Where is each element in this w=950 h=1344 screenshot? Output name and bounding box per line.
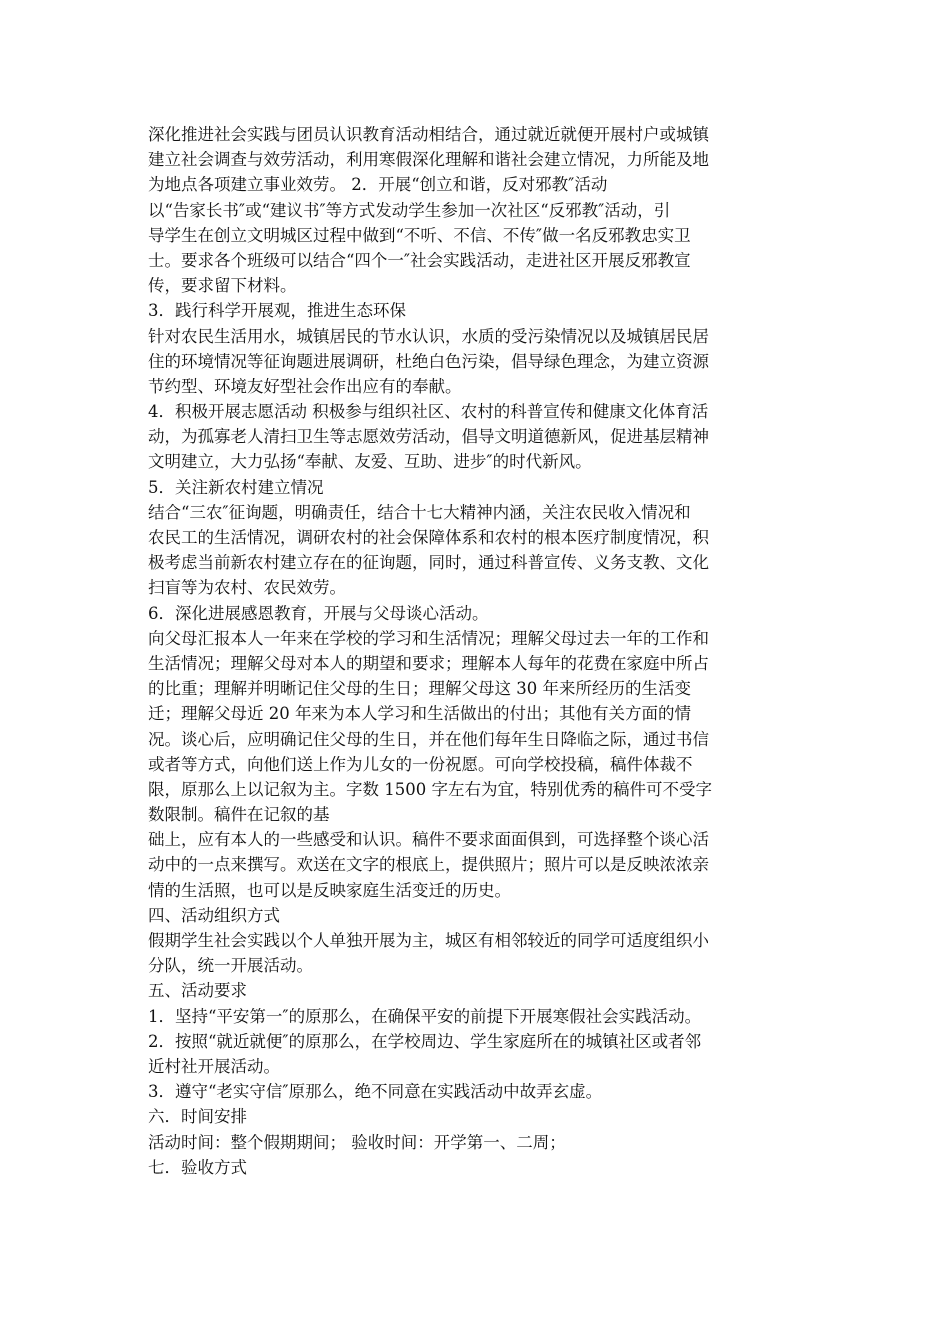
text-line: 极考虑当前新农村建立存在的征询题，同时，通过科普宣传、义务支教、文化: [148, 553, 709, 573]
text-line: 假期学生社会实践以个人单独开展为主，城区有相邻较近的同学可适度组织小: [148, 931, 709, 950]
text-line: 深化推进社会实践与团员认识教育活动相结合，通过就近就便开展村户或城镇: [148, 125, 709, 144]
document-body: [148, 122, 808, 1180]
text-line: 针对农民生活用水，城镇居民的节水认识，水质的受污染情况以及城镇居民居: [148, 326, 709, 346]
text-line: 3．遵守“老实守信″原那么，绝不同意在实践活动中故弄玄虚。: [148, 1082, 603, 1102]
section-heading: 5．关注新农村建立情况: [148, 477, 324, 497]
text-line: 1．坚持“平安第一″的原那么，在确保平安的前提下开展寒假社会实践活动。: [148, 1006, 702, 1026]
text-line: 数限制。稿件在记叙的基: [148, 805, 330, 825]
text-line: 结合“三农″征询题，明确责任，结合十七大精神内涵，关注农民收入情况和: [148, 502, 691, 522]
text-line: 住的环境情况等征询题进展调研，杜绝白色污染，倡导绿色理念，为建立资源: [148, 351, 709, 371]
text-line: 建立社会调查与效劳活动，利用寒假深化理解和谐社会建立情况，力所能及地: [148, 150, 709, 170]
text-line: 农民工的生活情况，调研农村的社会保障体系和农村的根本医疗制度情况，积: [148, 528, 709, 547]
section-heading: 五、活动要求: [148, 981, 247, 1001]
text-line: 情的生活照，也可以是反映家庭生活变迁的历史。: [148, 880, 511, 900]
text-line: 动中的一点来撰写。欢送在文字的根底上，提供照片；照片可以是反映浓浓亲: [148, 855, 709, 875]
section-heading: 四、活动组织方式: [148, 905, 280, 925]
text-line: 导学生在创立文明城区过程中做到“不听、不信、不传″做一名反邪教忠实卫: [148, 225, 691, 245]
text-line: 况。谈心后，应明确记住父母的生日，并在他们每年生日降临之际，通过书信: [148, 729, 709, 749]
text-line: 分队，统一开展活动。: [148, 956, 313, 976]
text-line: 动，为孤寡老人清扫卫生等志愿效劳活动，倡导文明道德新风，促进基层精神: [148, 427, 709, 447]
text-line: 节约型、环境友好型社会作出应有的奉献。: [148, 376, 462, 396]
text-line: 活动时间：整个假期期间； 验收时间：开学第一、二周；: [148, 1132, 566, 1152]
section-heading: 七．验收方式: [148, 1157, 247, 1177]
section-heading: 6．深化进展感恩教育，开展与父母谈心活动。: [148, 603, 489, 623]
text-line: 础上，应有本人的一些感受和认识。稿件不要求面面俱到，可选择整个谈心活: [148, 830, 709, 850]
text-line: 文明建立，大力弘扬“奉献、友爱、互助、进步″的时代新风。: [148, 452, 592, 472]
text-line: 4．积极开展志愿活动 积极参与组织社区、农村的科普宣传和健康文化体育活: [148, 402, 709, 422]
text-line: 为地点各项建立事业效劳。 2．开展“创立和谐，反对邪教″活动: [148, 175, 608, 195]
text-line: 向父母汇报本人一年来在学校的学习和生活情况；理解父母过去一年的工作和: [148, 628, 709, 648]
section-heading: 3．践行科学开展观，推进生态环保: [148, 301, 406, 321]
text-line: 迁；理解父母近 20 年来为本人学习和生活做出的付出；其他有关方面的情: [148, 704, 691, 724]
text-line: 限，原那么上以记叙为主。字数 1500 字左右为宜，特别优秀的稿件可不受字: [148, 779, 712, 799]
text-line: 或者等方式，向他们送上作为儿女的一份祝愿。可向学校投稿，稿件体裁不: [148, 754, 693, 774]
text-line: 近村社开展活动。: [148, 1056, 280, 1076]
text-line: 士。要求各个班级可以结合“四个一″社会实践活动，走进社区开展反邪教宣: [148, 250, 691, 270]
text-line: 扫盲等为农村、农民效劳。: [148, 578, 346, 598]
text-line: 的比重；理解并明晰记住父母的生日；理解父母这 30 年来所经历的生活变: [148, 679, 691, 699]
section-heading: 六．时间安排: [148, 1107, 247, 1127]
text-line: 生活情况；理解父母对本人的期望和要求；理解本人每年的花费在家庭中所占: [148, 653, 709, 673]
text-line: 2．按照“就近就便″的原那么，在学校周边、学生家庭所在的城镇社区或者邻: [148, 1031, 702, 1051]
text-line: 以“告家长书″或“建议书″等方式发动学生参加一次社区“反邪教″活动，引: [148, 200, 671, 220]
text-line: 传，要求留下材料。: [148, 276, 297, 296]
